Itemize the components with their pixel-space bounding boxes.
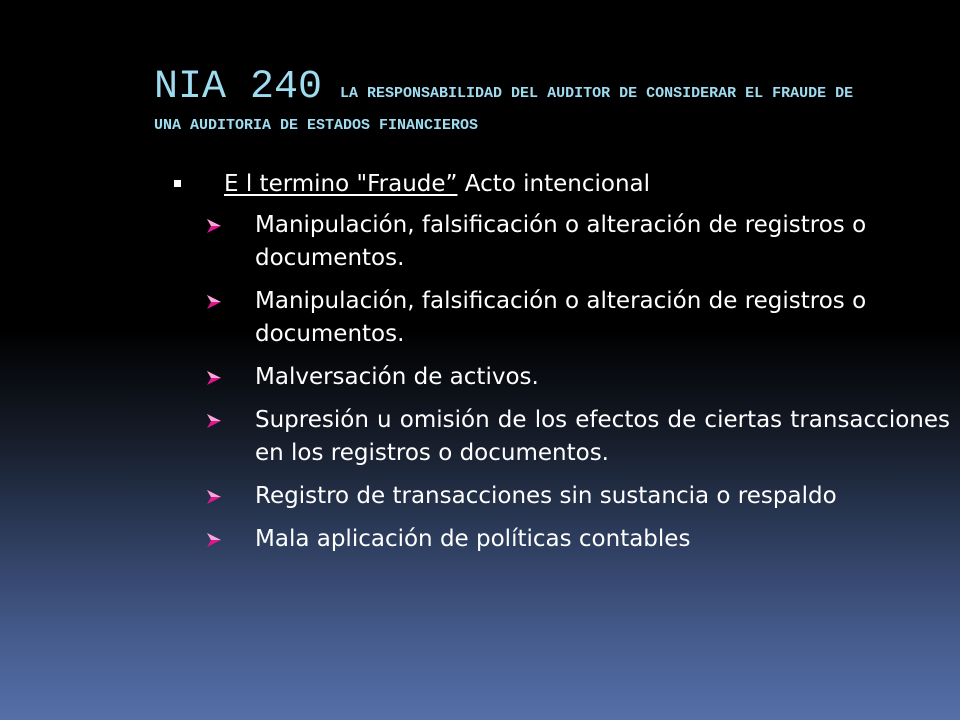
arrowhead-bullet-icon (206, 294, 222, 310)
title-main: NIA 240 (154, 65, 323, 110)
heading-bullet (150, 168, 950, 201)
fraude-term: E l termino "Fraude” (224, 171, 458, 197)
arrowhead-bullet-icon (206, 489, 222, 505)
square-bullet-icon (174, 180, 181, 187)
arrowhead-bullet-icon (206, 218, 222, 234)
list-item-text: Supresión u omisión de los efectos de ciertas transacciones en los registros o documentos. (255, 407, 950, 466)
arrowhead-bullet-icon (206, 532, 222, 548)
list-item (150, 480, 950, 513)
slide-title (154, 65, 954, 134)
fraude-definition: Acto intencional (457, 171, 651, 197)
list-item (150, 361, 950, 394)
list-item (150, 523, 950, 556)
list-item (150, 209, 950, 275)
list-item-text: Manipulación, falsificación o alteración de registros o documentos. (255, 212, 867, 271)
slide-content (150, 168, 950, 566)
list-item (150, 404, 950, 470)
title-subtitle-line1: LA RESPONSABILIDAD DEL AUDITOR DE CONSIDERAR EL FRAUDE DE (340, 85, 854, 102)
title-subtitle-line2: UNA AUDITORIA DE ESTADOS FINANCIEROS (154, 117, 479, 134)
list-item-text: Malversación de activos. (255, 364, 539, 390)
list-item (150, 285, 950, 351)
list-item-text: Mala aplicación de políticas contables (255, 526, 691, 552)
arrowhead-bullet-icon (206, 413, 222, 429)
list-item-text: Registro de transacciones sin sustancia o respaldo (255, 483, 837, 509)
list-item-text: Manipulación, falsificación o alteración de registros o documentos. (255, 288, 867, 347)
arrowhead-bullet-icon (206, 370, 222, 386)
